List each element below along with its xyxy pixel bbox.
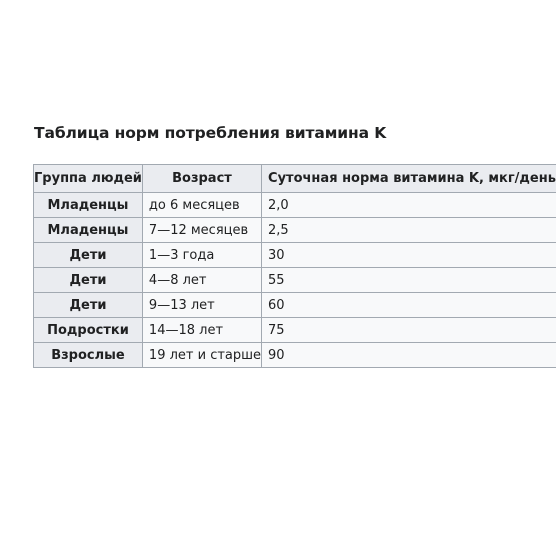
table-row (34, 243, 556, 268)
cell-age: 9—13 лет (142, 293, 261, 318)
cell-age: 14—18 лет (142, 318, 261, 343)
cell-daily-norm: 75 (262, 318, 556, 343)
table-row (34, 268, 556, 293)
cell-daily-norm: 30 (262, 243, 556, 268)
cell-age: до 6 месяцев (142, 193, 261, 218)
cell-age: 19 лет и старше (142, 343, 261, 368)
cell-group: Подростки (34, 318, 143, 343)
cell-daily-norm: 2,5 (262, 218, 556, 243)
cell-group: Младенцы (34, 218, 143, 243)
column-header-daily-norm: Суточная норма витамина K, мкг/день (262, 165, 556, 193)
cell-daily-norm: 55 (262, 268, 556, 293)
cell-group: Младенцы (34, 193, 143, 218)
cell-daily-norm: 2,0 (262, 193, 556, 218)
table-row (34, 218, 556, 243)
table-row (34, 318, 556, 343)
cell-daily-norm: 60 (262, 293, 556, 318)
cell-age: 1—3 года (142, 243, 261, 268)
cell-group: Дети (34, 293, 143, 318)
table-header-row (34, 165, 556, 193)
column-header-group: Группа людей (34, 165, 143, 193)
page-title: Таблица норм потребления витамина K (34, 124, 387, 142)
cell-age: 7—12 месяцев (142, 218, 261, 243)
cell-group: Дети (34, 268, 143, 293)
cell-age: 4—8 лет (142, 268, 261, 293)
cell-group: Взрослые (34, 343, 143, 368)
table-row (34, 343, 556, 368)
cell-daily-norm: 90 (262, 343, 556, 368)
column-header-age: Возраст (142, 165, 261, 193)
table-row (34, 293, 556, 318)
table-row (34, 193, 556, 218)
cell-group: Дети (34, 243, 143, 268)
vitamin-k-table (33, 164, 556, 368)
